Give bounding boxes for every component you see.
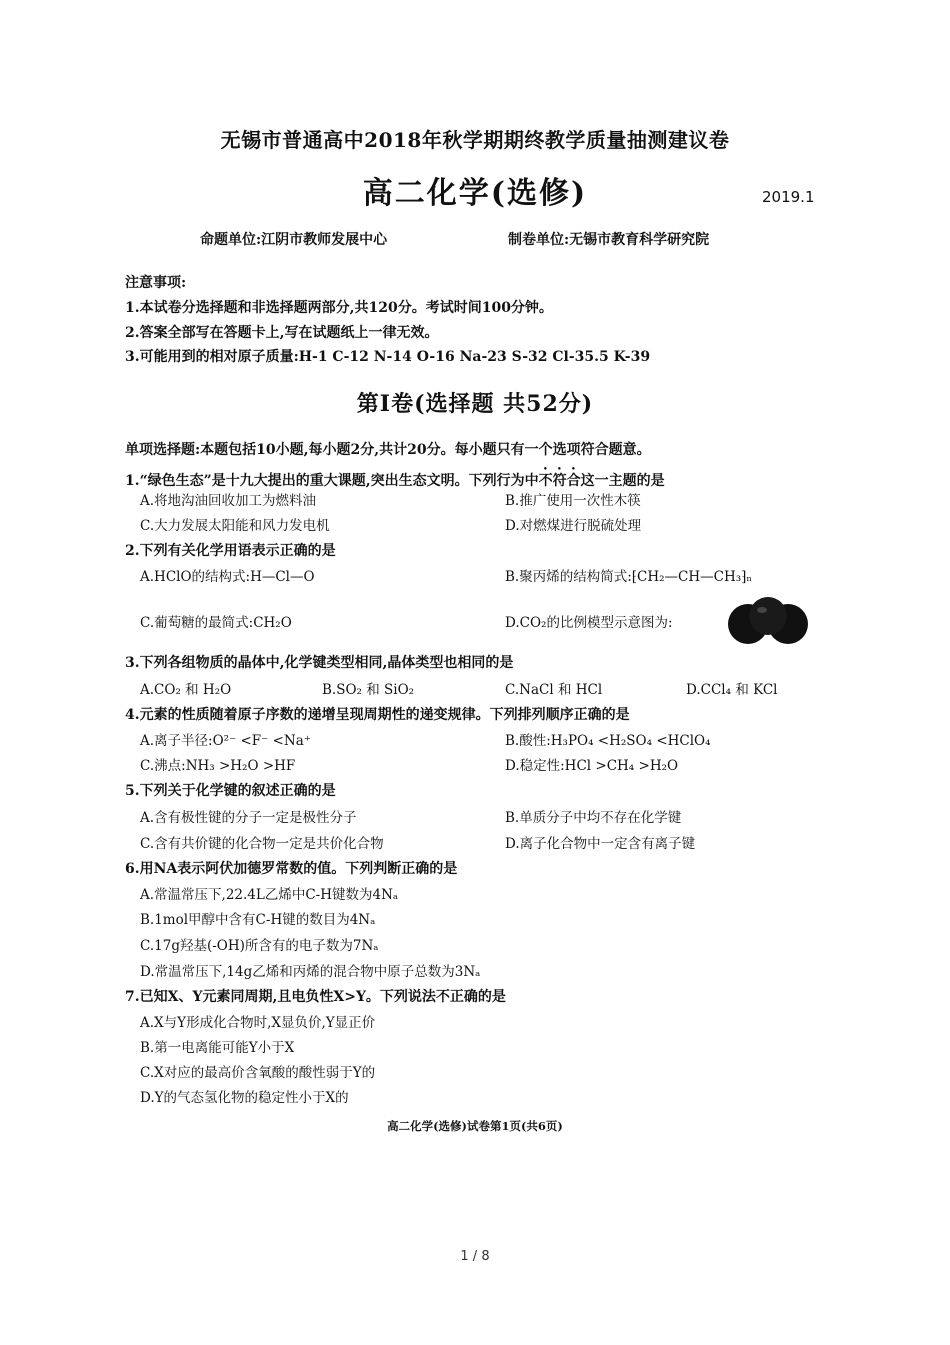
question-6-option-d: D.常温常压下,14g乙烯和丙烯的混合物中原子总数为3Nₐ [140,964,481,980]
question-4-option-c: C.沸点:NH₃ >H₂O >HF [140,758,296,774]
question-2-option-b: B.聚丙烯的结构简式:⁅CH₂—CH—CH₃⁆ₙ [505,569,753,585]
question-2-option-d: D.CO₂的比例模型示意图为: [505,615,673,631]
question-1-option-c: C.大力发展太阳能和风力发电机 [140,518,330,534]
question-1-stem-part-b: 这一主题的是 [580,473,665,489]
question-7-option-a: A.X与Y形成化合物时,X显负价,Y显正价 [140,1015,376,1031]
question-1-option-d: D.对燃煤进行脱硫处理 [505,518,642,534]
question-7-option-c: C.X对应的最高价含氧酸的酸性弱于Y的 [140,1065,376,1081]
proposer-unit: 命题单位:江阴市教师发展中心 [200,232,388,248]
question-1-option-b: B.推广使用一次性木筷 [505,493,641,509]
producer-unit: 制卷单位:无锡市教育科学研究院 [508,232,710,248]
question-5-option-c: C.含有共价键的化合物一定是共价化合物 [140,836,384,852]
question-6-option-c: C.17g羟基(-OH)所含有的电子数为7Nₐ [140,938,379,954]
viewer-page-indicator: 1 / 8 [460,1249,490,1264]
page-footer: 高二化学(选修)试卷第1页(共6页) [387,1119,563,1133]
question-4-stem: 4.元素的性质随着原子序数的递增呈现周期性的递变规律。下列排列顺序正确的是 [125,707,630,723]
question-5-option-d: D.离子化合物中一定含有离子键 [505,836,696,852]
question-1-emphasis: 不符合 [538,473,581,489]
question-2-stem: 2.下列有关化学用语表示正确的是 [125,543,336,559]
question-3-option-a: A.CO₂ 和 H₂O [140,682,232,698]
question-3-option-b: B.SO₂ 和 SiO₂ [322,682,415,698]
notice-item-1: 1.本试卷分选择题和非选择题两部分,共120分。考试时间100分钟。 [125,300,553,316]
question-2-option-c: C.葡萄糖的最简式:CH₂O [140,615,292,631]
question-2-option-a: A.HClO的结构式:H—Cl—O [140,569,315,585]
question-7-option-d: D.Y的气态氢化物的稳定性小于X的 [140,1090,349,1106]
section-instruction: 单项选择题:本题包括10小题,每小题2分,共计20分。每小题只有一个选项符合题意。 [125,442,651,458]
question-6-option-a: A.常温常压下,22.4L乙烯中C-H键数为4Nₐ [140,887,399,903]
question-6-option-b: B.1mol甲醇中含有C-H键的数目为4Nₐ [140,912,376,928]
section-title: 第Ⅰ卷(选择题 共52分) [356,391,594,417]
question-4-option-d: D.稳定性:HCl >CH₄ >H₂O [505,758,679,774]
subject-title: 高二化学(选修) [362,176,588,211]
question-4-option-a: A.离子半径:O²⁻ <F⁻ <Na⁺ [140,733,311,749]
notice-item-3: 3.可能用到的相对原子质量:H-1 C-12 N-14 O-16 Na-23 S-32 Cl-35.5 K-39 [125,349,651,365]
question-6-stem: 6.用NA表示阿伏加德罗常数的值。下列判断正确的是 [125,861,458,877]
question-3-stem: 3.下列各组物质的晶体中,化学键类型相同,晶体类型也相同的是 [125,655,514,671]
question-7-stem: 7.已知X、Y元素同周期,且电负性X>Y。下列说法不正确的是 [125,989,506,1005]
notice-item-2: 2.答案全部写在答题卡上,写在试题纸上一律无效。 [125,325,439,341]
co2-space-filling-model-icon [726,596,810,644]
exam-date: 2019.1 [762,188,815,206]
question-3-option-d: D.CCl₄ 和 KCl [686,682,778,698]
question-5-stem: 5.下列关于化学键的叙述正确的是 [125,783,336,799]
question-3-option-c: C.NaCl 和 HCl [505,682,603,698]
question-1-stem-part-a: 1.“绿色生态”是十九大提出的重大课题,突出生态文明。下列行为中 [125,473,539,489]
question-7-option-b: B.第一电离能可能Y小于X [140,1040,295,1056]
question-4-option-b: B.酸性:H₃PO₄ <H₂SO₄ <HClO₄ [505,733,711,749]
notice-heading: 注意事项: [125,275,187,291]
question-1-option-a: A.将地沟油回收加工为燃料油 [140,493,317,509]
question-1-stem [125,464,665,490]
exam-title: 无锡市普通高中2018年秋学期期终教学质量抽测建议卷 [220,128,730,152]
question-5-option-a: A.含有极性键的分子一定是极性分子 [140,810,357,826]
question-5-option-b: B.单质分子中均不存在化学键 [505,810,682,826]
